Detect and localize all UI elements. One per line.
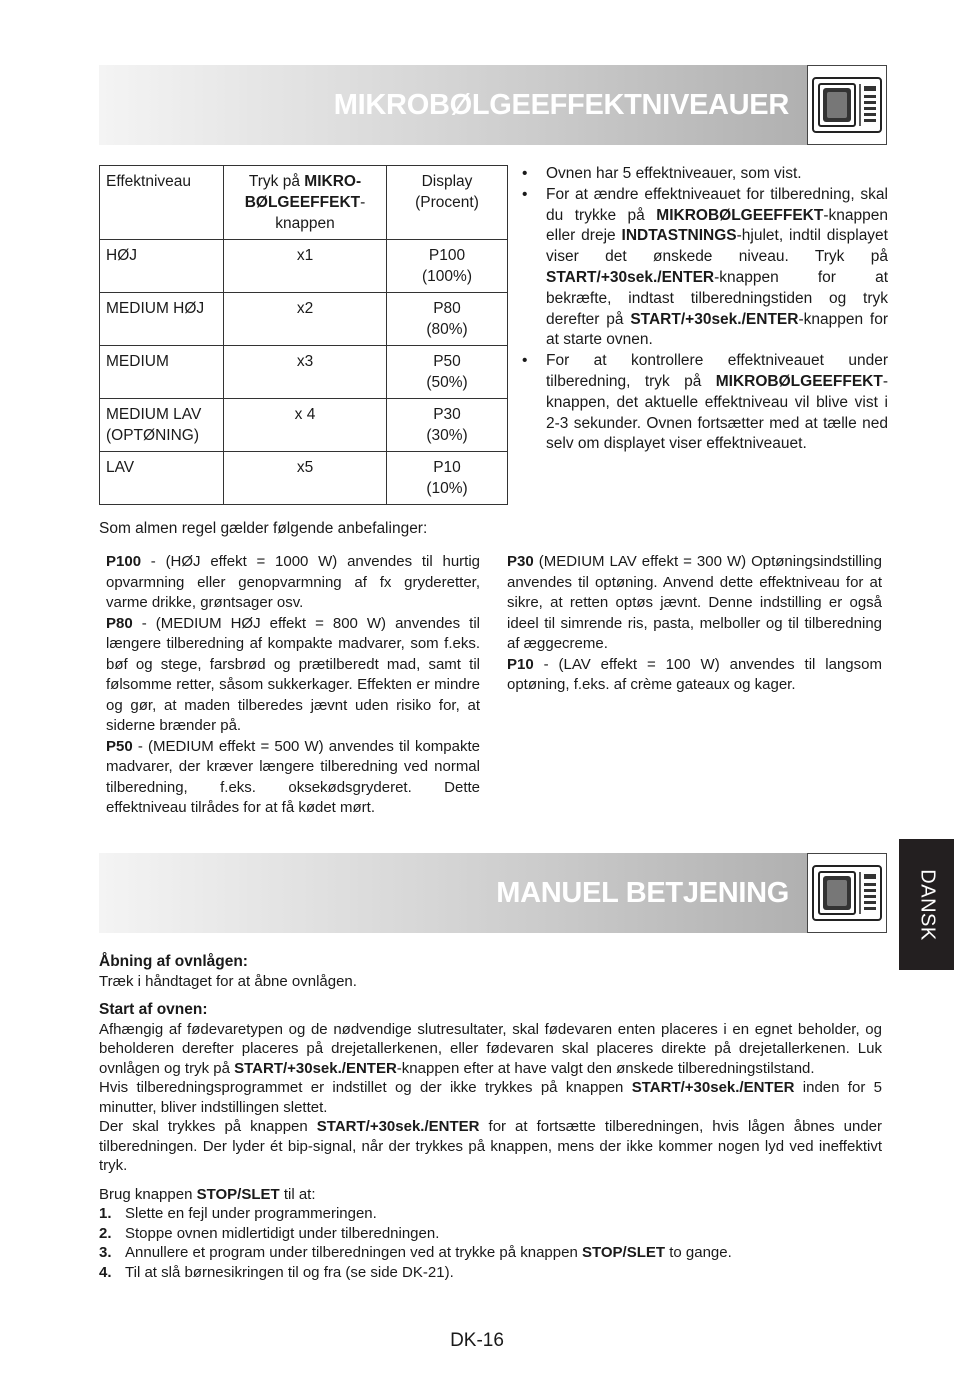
display-cell: P50 (50%) bbox=[387, 346, 508, 399]
bullet-item: • Ovnen har 5 effektniveauer, som vist. bbox=[520, 164, 888, 185]
table-row bbox=[100, 452, 508, 505]
open-door-heading: Åbning af ovnlågen: bbox=[99, 953, 248, 970]
recommendations-left bbox=[106, 552, 480, 819]
level-cell: MEDIUM bbox=[100, 346, 224, 399]
rec-p50: P50 - (MEDIUM effekt = 500 W) anvendes til kompakte madvarer, der kræver længere tilberedning ved normal tilberedning, f.eks. oksekødsgryderet. Dette effektniveau tilrådes for at få kødet mørt. bbox=[106, 737, 480, 816]
table-row bbox=[100, 399, 508, 452]
microwave-icon bbox=[807, 65, 887, 145]
table-row bbox=[100, 240, 508, 293]
start-paragraph-2: Hvis tilberedningsprogrammet er indstillet og der ikke trykkes på knappen START/+30sek./ENTER inden for 5 minutter, bliver indstillingen slettet. bbox=[99, 1079, 882, 1116]
press-cell: x2 bbox=[224, 293, 387, 346]
press-cell: x3 bbox=[224, 346, 387, 399]
microwave-icon bbox=[807, 853, 887, 933]
table-header-row bbox=[100, 166, 508, 240]
bullet-item: • For at kontrollere effektniveauet under tilberedning, tryk på MIKROBØLGEEFFEKT-knappen, det aktuelle effektniveau vil blive vist i 2-3 sekunder. Ovnen fortsætter med at tælle ned selv om displayet viser effektniveauet. bbox=[520, 351, 888, 455]
list-item: 3. Annullere et program under tilberedningen ved at trykke på knappen STOP/SLET to gange. bbox=[99, 1244, 732, 1261]
press-cell: x1 bbox=[224, 240, 387, 293]
stop-list bbox=[99, 1204, 882, 1282]
manual-operation-text bbox=[99, 952, 882, 1282]
power-level-notes bbox=[520, 164, 888, 455]
header-display: Display (Procent) bbox=[387, 166, 508, 240]
recommendations-intro: Som almen regel gælder følgende anbefalinger: bbox=[99, 520, 428, 537]
header-press: Tryk på MIKRO-BØLGEEFFEKT-knappen bbox=[224, 166, 387, 240]
open-door-text: Træk i håndtaget for at åbne ovnlågen. bbox=[99, 972, 357, 990]
rec-p10: P10 - (LAV effekt = 100 W) anvendes til langsom optøning, f.eks. af crème gateaux og kager. bbox=[507, 655, 882, 693]
level-cell: LAV bbox=[100, 452, 224, 505]
display-cell: P80 (80%) bbox=[387, 293, 508, 346]
start-heading: Start af ovnen: bbox=[99, 1001, 208, 1018]
rec-p30: P30 (MEDIUM LAV effekt = 300 W) Optøningsindstilling anvendes til optøning. Anvend dette effektniveau for at sikre, at retten optøs jævnt. Denne indstilling er også ideel til simrende ris, pasta, melboller og til tilberedning af æggecreme. bbox=[507, 553, 882, 652]
table-row bbox=[100, 293, 508, 346]
page-number: DK-16 bbox=[450, 1330, 504, 1351]
display-cell: P10 (10%) bbox=[387, 452, 508, 505]
section-banner-manual-operation bbox=[99, 853, 887, 933]
list-item: 1. Slette en fejl under programmeringen. bbox=[99, 1205, 377, 1222]
section-title: MIKROBØLGEEFFEKTNIVEAUER bbox=[333, 89, 789, 121]
section-title: MANUEL BETJENING bbox=[496, 877, 789, 909]
press-cell: x5 bbox=[224, 452, 387, 505]
level-cell: MEDIUM HØJ bbox=[100, 293, 224, 346]
display-cell: P30 (30%) bbox=[387, 399, 508, 452]
header-level: Effektniveau bbox=[100, 166, 224, 240]
language-tab: DANSK bbox=[899, 839, 954, 970]
stop-intro: Brug knappen STOP/SLET til at: bbox=[99, 1185, 316, 1203]
section-banner-power-levels bbox=[99, 65, 887, 145]
press-cell: x 4 bbox=[224, 399, 387, 452]
rec-p100: P100 - (HØJ effekt = 1000 W) anvendes til hurtig opvarmning eller genopvarmning af fx gryderetter, varme drikke, grøntsager osv. bbox=[106, 553, 480, 611]
level-cell: HØJ bbox=[100, 240, 224, 293]
list-item: 4. Til at slå børnesikringen til og fra (se side DK-21). bbox=[99, 1263, 454, 1281]
power-level-table bbox=[99, 165, 508, 505]
table-row bbox=[100, 346, 508, 399]
start-paragraph-1: Afhængig af fødevaretypen og de nødvendige slutresultater, skal fødevaren enten placeres i en egnet beholder, og beholderen derefter placeres på drejetallerkenen, eller fødevaren skal placeres direkte på drejetallerkenen. Luk ovnlågen og tryk på START/+30sek./ENTER-knappen efter at have valgt den ønskede tilberedningstilstand. bbox=[99, 1020, 882, 1077]
rec-p80: P80 - (MEDIUM HØJ effekt = 800 W) anvendes til længere tilberedning af kompakte madvarer, som f.eks. bøf og stege, farsbrød og prætilberedt mad, samt til følsomme retter, såsom sukkerkager. Effekten er mindre og gør, at maden tilberedes jævnt uden risiko for, at siderne brænder på. bbox=[106, 614, 480, 734]
display-cell: P100 (100%) bbox=[387, 240, 508, 293]
recommendations-right bbox=[507, 552, 882, 696]
list-item: 2. Stoppe ovnen midlertidigt under tilberedningen. bbox=[99, 1224, 440, 1242]
level-cell: MEDIUM LAV (OPTØNING) bbox=[100, 399, 224, 452]
start-paragraph-3: Der skal trykkes på knappen START/+30sek./ENTER for at fortsætte tilberedningen, hvis lågen åbnes under tilberedningen. Der lyder ét bip-signal, når der trykkes på knappen, mens der ikke kommer nogen lyd ved ineffektivt tryk. bbox=[99, 1118, 882, 1174]
bullet-item: • For at ændre effektniveauet for tilberedning, skal du trykke på MIKROBØLGEEFFEKT-knappen eller dreje INDTASTNINGS-hjulet, indtil displayet viser det ønskede niveau. Tryk på START/+30sek./ENTER-knappen for at bekræfte, indtast tilberedningstiden og tryk derefter på START/+30sek./ENTER-knappen for at starte ovnen. bbox=[520, 185, 888, 351]
